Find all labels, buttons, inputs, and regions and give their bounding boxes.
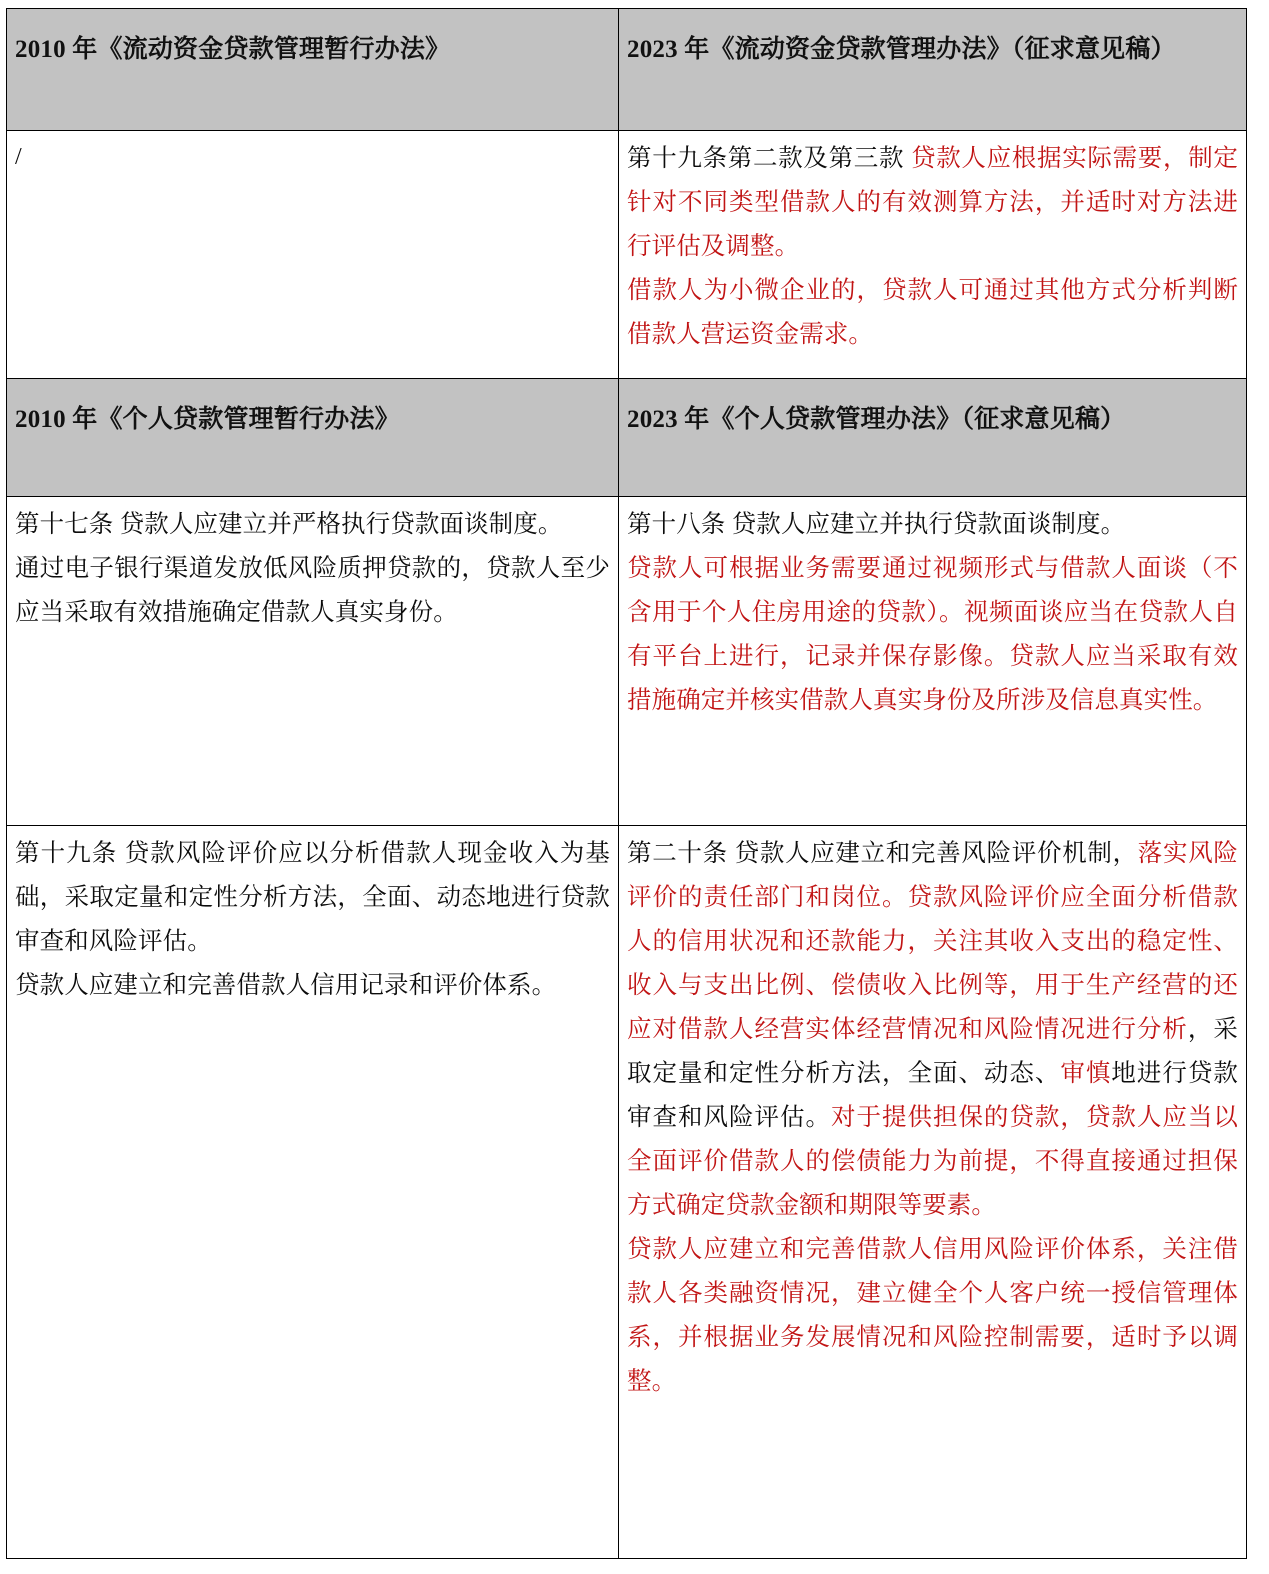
amended-text-run: 贷款人可根据业务需要通过视频形式与借款人面谈（不含用于个人住房用途的贷款）。视频面谈应当在贷款人自有平台上进行，记录并保存影像。贷款人应当采取有效措施确定并核实借款人真实身份及所涉及信息真实性。 — [627, 555, 1238, 714]
table-row — [7, 497, 1247, 826]
regulation-comparison-table — [6, 8, 1247, 1559]
original-text-run: / — [15, 144, 22, 170]
amended-text-run: 落实风险评价的责任部门和岗位。贷款风险评价应全面分析借款人的信用状况和还款能力，关注其收入支出的稳定性、收入与支出比例、偿债收入比例等，用于生产经营的还应对借款人经营实体经营情况和风险情况进行分析 — [627, 840, 1238, 1043]
header-cell-old-2010-personal-loan — [7, 379, 619, 497]
amended-text-run: 对于提供担保的贷款，贷款人应当以全面评价借款人的偿债能力为前提，不得直接通过担保方式确定贷款金额和期限等要素。 — [627, 1104, 1238, 1219]
cell-old-personal-loan-article19 — [7, 826, 619, 1559]
paragraph — [15, 137, 610, 177]
article-text-new-working-capital-article19 — [627, 137, 1238, 357]
cell-old-personal-loan-article17 — [7, 497, 619, 826]
table-header-row-personal-loan — [7, 379, 1247, 497]
original-text-run: ，采取定量和定性分析方法，全面、动态、 — [627, 1016, 1239, 1087]
paragraph — [627, 503, 1238, 547]
article-text-new-personal-loan-article20 — [627, 832, 1238, 1404]
header-cell-new-2023-personal-loan — [619, 379, 1247, 497]
header-title-old-2010-working-capital: 2010 年《流动资金贷款管理暂行办法》 — [15, 36, 451, 63]
document-page — [0, 8, 1269, 1574]
paragraph — [15, 503, 610, 547]
original-text-run: 第十七条 贷款人应建立并严格执行贷款面谈制度。 — [15, 511, 563, 538]
header-cell-old-2010-working-capital — [7, 9, 619, 131]
amended-text-run: 借款人为小微企业的，贷款人可通过其他方式分析判断借款人营运资金需求。 — [627, 277, 1238, 348]
original-text-run: 第十九条第二款及第三款 — [627, 145, 912, 172]
original-text-run: 第二十条 贷款人应建立和完善风险评价机制， — [627, 840, 1138, 867]
paragraph — [15, 547, 610, 635]
cell-new-personal-loan-article18 — [619, 497, 1247, 826]
cell-new-personal-loan-article20 — [619, 826, 1247, 1559]
header-title-new-2023-working-capital: 2023 年《流动资金贷款管理办法》（征求意见稿） — [627, 36, 1176, 63]
table-row — [7, 826, 1247, 1559]
empty-placeholder-slash — [15, 137, 610, 177]
cell-old-working-capital-article19 — [7, 131, 619, 379]
header-cell-new-2023-working-capital — [619, 9, 1247, 131]
amended-text-run: 贷款人应建立和完善借款人信用风险评价体系，关注借款人各类融资情况，建立健全个人客户统一授信管理体系，并根据业务发展情况和风险控制需要，适时予以调整。 — [627, 1236, 1238, 1395]
paragraph — [627, 1228, 1238, 1404]
table-row — [7, 131, 1247, 379]
article-text-old-personal-loan-article19 — [15, 832, 610, 1008]
original-text-run: 地进行贷款审查和风险评估。 — [627, 1060, 1239, 1131]
amended-text-run: 贷款人应根据实际需要，制定针对不同类型借款人的有效测算方法，并适时对方法进行评估及调整。 — [627, 145, 1238, 260]
original-text-run: 通过电子银行渠道发放低风险质押贷款的，贷款人至少应当采取有效措施确定借款人真实身份。 — [15, 555, 610, 626]
paragraph — [15, 832, 610, 964]
article-text-new-personal-loan-article18 — [627, 503, 1238, 723]
paragraph — [627, 832, 1238, 1228]
cell-new-working-capital-article19 — [619, 131, 1247, 379]
paragraph — [627, 137, 1238, 269]
table-header-row-working-capital — [7, 9, 1247, 131]
original-text-run: 贷款人应建立和完善借款人信用记录和评价体系。 — [15, 972, 557, 999]
original-text-run: 第十九条 贷款风险评价应以分析借款人现金收入为基础，采取定量和定性分析方法，全面、动态地进行贷款审查和风险评估。 — [15, 840, 610, 955]
header-title-old-2010-personal-loan: 2010 年《个人贷款管理暂行办法》 — [15, 406, 400, 433]
original-text-run: 第十八条 贷款人应建立并执行贷款面谈制度。 — [627, 511, 1126, 538]
paragraph — [15, 964, 610, 1008]
paragraph — [627, 547, 1238, 723]
article-text-old-personal-loan-article17 — [15, 503, 610, 635]
header-title-new-2023-personal-loan: 2023 年《个人贷款管理办法》（征求意见稿） — [627, 406, 1126, 433]
paragraph — [627, 269, 1238, 357]
amended-text-run: 审慎 — [1060, 1060, 1112, 1087]
